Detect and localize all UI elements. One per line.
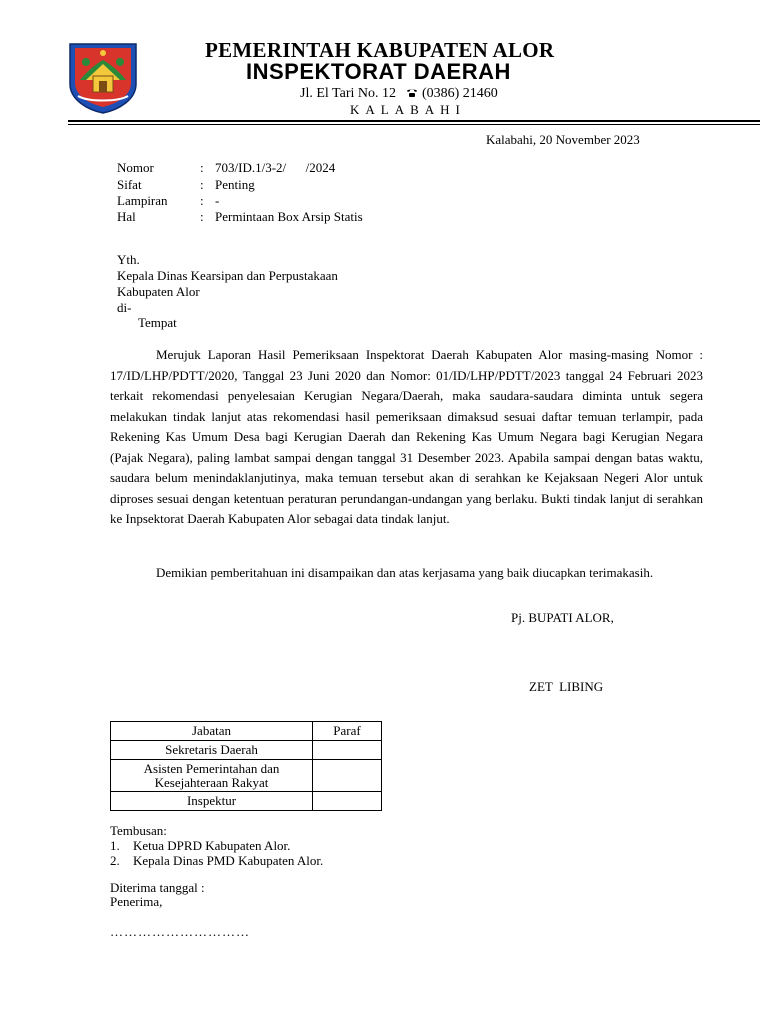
paraf-cell: [313, 792, 382, 811]
table-row: [111, 741, 382, 760]
letterhead-divider: [68, 120, 760, 122]
recipient-title: Kepala Dinas Kearsipan dan Perpustakaan: [117, 268, 338, 283]
jabatan-cell: Inspektur: [111, 792, 313, 811]
paraf-cell: [313, 741, 382, 760]
letterhead-government-name: PEMERINTAH KABUPATEN ALOR: [205, 38, 555, 62]
column-header-paraf: Paraf: [313, 722, 382, 741]
signatory-title: Pj. BUPATI ALOR,: [511, 610, 614, 625]
meta-value-hal: Permintaan Box Arsip Statis: [215, 209, 363, 224]
meta-colon: :: [200, 209, 204, 224]
address-text: Jl. El Tari No. 12: [300, 86, 396, 101]
letterhead-divider-thin: [68, 124, 760, 125]
meta-colon: :: [200, 177, 204, 192]
meta-label-sifat: Sifat: [117, 177, 142, 192]
cc-item-number: 2.: [110, 853, 120, 868]
table-row: [111, 792, 382, 811]
receiver-signature-line: …………………………: [110, 924, 250, 939]
meta-colon: :: [200, 160, 204, 175]
jabatan-line: Asisten Pemerintahan dan: [143, 760, 280, 776]
recipient-salutation: Yth.: [117, 252, 140, 267]
signatory-name: ZET LIBING: [529, 679, 604, 694]
letter-date: Kalabahi, 20 November 2023: [486, 132, 640, 147]
cc-item-text: Kepala Dinas PMD Kabupaten Alor.: [133, 853, 324, 868]
received-date-label: Diterima tanggal :: [110, 880, 205, 895]
table-header-row: [111, 722, 382, 741]
regency-coat-of-arms-icon: [66, 40, 140, 114]
meta-label-nomor: Nomor: [117, 160, 154, 175]
paraf-cell: [313, 760, 382, 792]
recipient-di: di-: [117, 300, 132, 315]
phone-number: (0386) 21460: [421, 86, 498, 101]
meta-value-lampiran: -: [215, 193, 220, 208]
cc-item-text: Ketua DPRD Kabupaten Alor.: [133, 838, 291, 853]
letterhead-city: KALABAHI: [350, 102, 466, 117]
body-paragraph-closing: Demikian pemberitahuan ini disampaikan dan atas kerjasama yang baik diucapkan terimakasih.: [156, 565, 654, 580]
telephone-icon: [406, 88, 418, 98]
letterhead-office-name: INSPEKTORAT DAERAH: [246, 59, 511, 84]
meta-label-lampiran: Lampiran: [117, 193, 168, 208]
receiver-label: Penerima,: [110, 894, 163, 909]
body-paragraph-main: Merujuk Laporan Hasil Pemeriksaan Inspektorat Daerah Kabupaten Alor masing-masing Nomor : 17/ID/LHP/PDTT/2020, Tanggal 23 Juni 2020 dan Nomor: 01/ID/LHP/PDTT/2023 tanggal 24 Februari 2023 terkait rekomendasi penyelesaian Kerugian Negara/Daerah, maka saudara-saudara diminta untuk segera melakukan tindak lanjut atas rekomendasi hasil pemeriksaan dimaksud sesuai daftar temuan terlampir, pada Rekening Kas Umum Desa bagi Kerugian Daerah dan Rekening Kas Umum Negara bagi Kerugian Negara (Pajak Negara), paling lambat sampai dengan tanggal 31 Desember 2023. Apabila sampai dengan batas waktu, saudara belum menindaklanjutinya, maka temuan tersebut akan di serahkan ke Kejaksaan Negeri Alor untuk diproses sesuai dengan ketentuan peraturan perundangan-undangan yang berlaku. Bukti tindak lanjut di serahkan ke Inpsektorat Daerah Kabupaten Alor sebagai data tindak lanjut.: [110, 347, 703, 526]
paraf-table: [110, 721, 382, 811]
cc-item-number: 1.: [110, 838, 120, 853]
recipient-region: Kabupaten Alor: [117, 284, 200, 299]
jabatan-cell: [111, 760, 313, 792]
recipient-place: Tempat: [138, 315, 177, 330]
cc-label: Tembusan:: [110, 823, 167, 838]
letterhead-address: [300, 86, 498, 102]
jabatan-cell: Sekretaris Daerah: [111, 741, 313, 760]
meta-value-nomor: 703/ID.1/3-2/ /2024: [215, 160, 336, 175]
meta-colon: :: [200, 193, 204, 208]
jabatan-line: Kesejahteraan Rakyat: [154, 774, 269, 790]
meta-value-sifat: Penting: [215, 177, 255, 192]
column-header-jabatan: Jabatan: [111, 722, 313, 741]
meta-label-hal: Hal: [117, 209, 136, 224]
table-row: [111, 760, 382, 792]
